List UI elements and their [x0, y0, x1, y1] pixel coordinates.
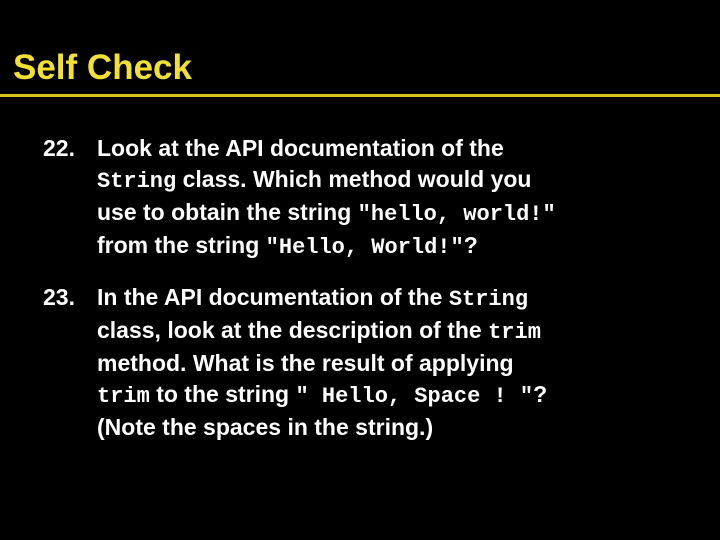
question-text-segment: Look at the API documentation of the [97, 135, 504, 161]
code-snippet: " Hello, Space ! " [295, 384, 534, 409]
question-text-segment: class, look at the description of the [97, 317, 489, 343]
code-snippet: trim [488, 320, 541, 345]
code-snippet: "hello, world!" [357, 202, 556, 227]
question-text-segment: from the string [97, 232, 266, 258]
question-line [97, 133, 703, 164]
question-number: 23. [43, 284, 75, 310]
code-snippet: String [97, 169, 177, 194]
question-line [97, 348, 703, 379]
question-text-segment: method. What is the result of applying [97, 350, 514, 376]
question-text-segment: ? [533, 381, 548, 407]
question-text-segment: to the string [149, 381, 296, 407]
question-text-segment: use to obtain the string [97, 199, 358, 225]
question-number: 22. [43, 135, 75, 161]
question-line [97, 197, 703, 230]
question-line [97, 282, 703, 315]
question-line [97, 164, 703, 197]
question-text-segment: class. Which method would you [176, 166, 532, 192]
code-snippet: String [448, 287, 529, 312]
question-line [97, 230, 703, 263]
question-line [97, 412, 703, 443]
question-text-segment: In the API documentation of the [97, 284, 449, 310]
question-line [97, 315, 703, 348]
question-text [97, 133, 703, 263]
question-line [97, 379, 703, 412]
question-text [97, 282, 703, 443]
question-text-segment: ? [463, 232, 478, 258]
self-check-question-23 [43, 282, 703, 443]
slide-title: Self Check [13, 48, 192, 87]
question-text-segment: (Note the spaces in the string.) [97, 414, 434, 440]
code-snippet: "Hello, World!" [265, 235, 464, 260]
title-divider [0, 94, 720, 97]
code-snippet: trim [97, 384, 150, 409]
self-check-question-22 [43, 133, 703, 263]
